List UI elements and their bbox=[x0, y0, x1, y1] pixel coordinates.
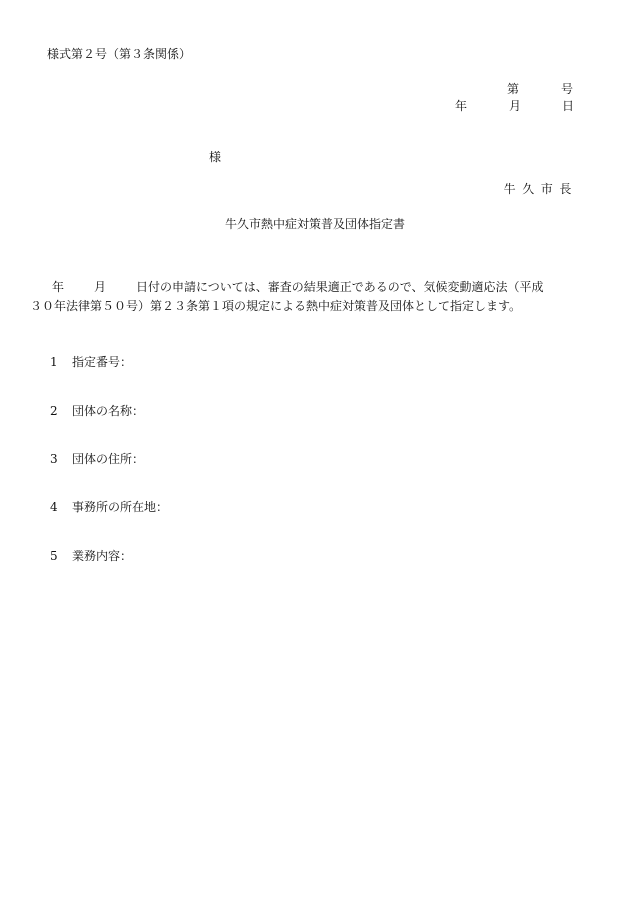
item-number: 2 bbox=[50, 404, 58, 418]
date-day-label: 日 bbox=[562, 99, 575, 113]
body-line-1 bbox=[30, 278, 590, 297]
item-label: 団体の住所： bbox=[72, 452, 145, 466]
form-number: 様式第２号（第３条関係） bbox=[47, 47, 192, 61]
item-label: 事務所の所在地： bbox=[72, 500, 169, 514]
item-label: 業務内容： bbox=[72, 549, 133, 563]
item-number: 4 bbox=[50, 500, 58, 514]
item-number: 3 bbox=[50, 452, 58, 466]
item-number: 5 bbox=[50, 549, 58, 563]
date-year-label: 年 bbox=[455, 99, 468, 113]
document-number-suffix: 号 bbox=[561, 82, 574, 96]
item-office-location bbox=[50, 500, 168, 514]
item-designation-number bbox=[50, 355, 132, 369]
item-label: 団体の名称： bbox=[72, 404, 145, 418]
date-month-label: 月 bbox=[509, 99, 522, 113]
body-year: 年 bbox=[52, 280, 65, 294]
body-line-2: ３０年法律第５０号）第２３条第１項の規定による熱中症対策普及団体として指定します。 bbox=[30, 299, 522, 313]
body-month: 月 bbox=[94, 280, 107, 294]
item-number: 1 bbox=[50, 355, 58, 369]
addressee-honorific: 様 bbox=[209, 150, 222, 164]
item-business-content bbox=[50, 549, 132, 563]
body-line1-rest: 日付の申請については、審査の結果適正であるので、気候変動適応法（平成 bbox=[136, 280, 544, 294]
body-paragraph bbox=[30, 278, 590, 316]
document-number-prefix: 第 bbox=[507, 82, 520, 96]
document-title: 牛久市熱中症対策普及団体指定書 bbox=[224, 217, 405, 231]
item-organization-name bbox=[50, 404, 144, 418]
issuer-name: 牛久市長 bbox=[503, 182, 578, 196]
item-label: 指定番号： bbox=[72, 355, 133, 369]
item-organization-address bbox=[50, 452, 144, 466]
